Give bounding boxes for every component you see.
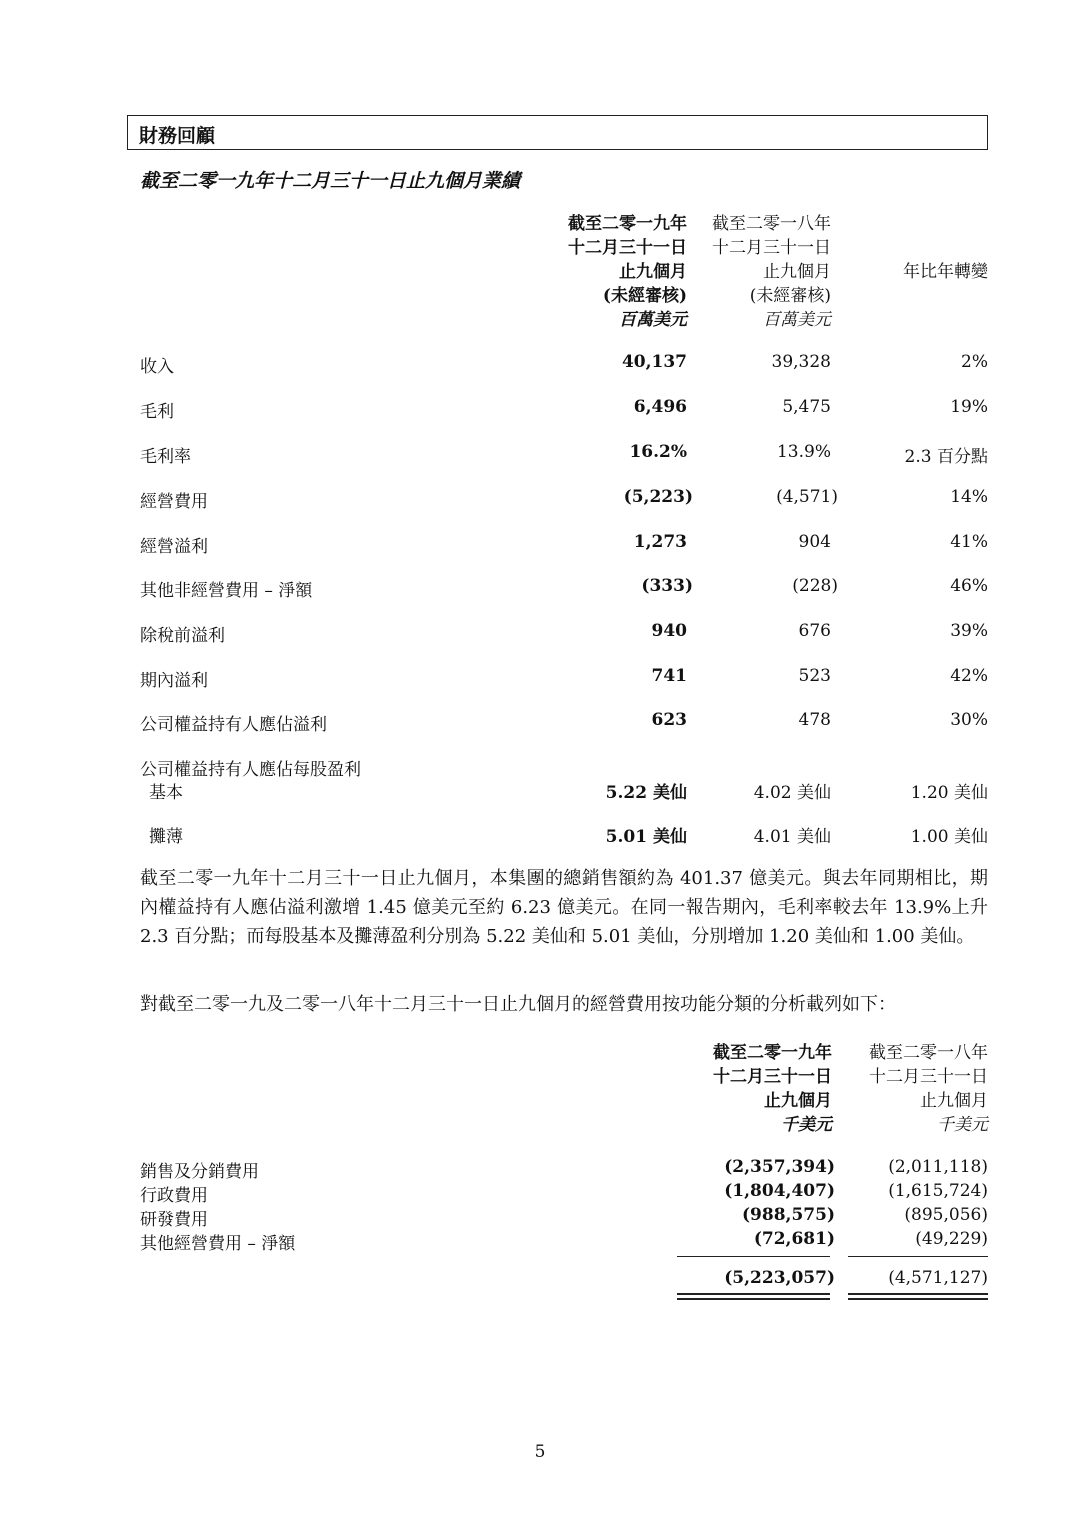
row-value-2019: 16.2% (629, 442, 687, 462)
row-value-2018: 13.9% (776, 442, 831, 462)
row-value-yoy: 1.20 美仙 (910, 783, 988, 803)
t1-h2019-line4: (未經審核) (602, 286, 687, 306)
row-value-2018: (1,615,724) (888, 1181, 988, 1201)
t1-h2018-line2: 十二月三十一日 (712, 238, 831, 258)
subtotal-rule-2019 (677, 1256, 830, 1257)
row-value-2018: (228) (792, 576, 838, 596)
row-value-2019: 940 (651, 621, 687, 641)
row-label: 研發費用 (140, 1210, 208, 1230)
row-value-2019: 40,137 (621, 352, 687, 372)
row-value-2018: 523 (798, 666, 831, 686)
summary-paragraph: 截至二零一九年十二月三十一日止九個月，本集團的總銷售額約為 401.37 億美元。與去年同期相比，期內權益持有人應佔溢利激增 1.45 億美元至約 6.23 億美元。在同一報告期內，毛利率較去年 13.9%上升 2.3 百分點；而每股基本及攤薄盈利分別為 5.22 美仙和 5.01 美仙，分別增加 1.20 美仙和 1.00 美仙。 (140, 868, 988, 947)
t1-h2018-line3: 止九個月 (763, 262, 831, 282)
row-label: 攤薄 (149, 827, 183, 847)
row-value-yoy: 39% (950, 621, 988, 641)
t2-h2019-line3: 止九個月 (764, 1091, 832, 1111)
row-label: 除稅前溢利 (140, 626, 225, 646)
t1-h2018-line5: 百萬美元 (763, 310, 831, 330)
row-value-2018: (2,011,118) (888, 1157, 988, 1177)
t2-h2018-line3: 止九個月 (920, 1091, 988, 1111)
row-label: 毛利 (140, 402, 174, 422)
row-value-2019: (988,575) (742, 1205, 835, 1225)
total-value-2018: (4,571,127) (888, 1268, 988, 1288)
row-label: 基本 (149, 783, 183, 803)
row-value-2018: (895,056) (904, 1205, 988, 1225)
row-value-yoy: 41% (950, 532, 988, 552)
row-label: 經營費用 (140, 492, 208, 512)
row-value-2019: 623 (651, 710, 687, 730)
row-value-yoy: 2% (961, 352, 988, 372)
row-label: 收入 (140, 357, 174, 377)
total-double-rule-2019-a (677, 1293, 830, 1295)
row-label: 其他非經營費用 – 淨額 (140, 581, 313, 601)
t1-header-yoy: 年比年轉變 (903, 262, 988, 282)
subtotal-rule-2018 (848, 1256, 988, 1257)
row-value-2019: (2,357,394) (724, 1157, 835, 1177)
section-title: 財務回顧 (139, 125, 216, 147)
row-label: 公司權益持有人應佔溢利 (140, 715, 327, 735)
row-value-2019: (5,223) (623, 487, 693, 507)
t2-h2019-line1: 截至二零一九年 (713, 1043, 832, 1063)
t1-h2019-line2: 十二月三十一日 (568, 238, 687, 258)
t2-h2018-line1: 截至二零一八年 (869, 1043, 988, 1063)
results-subtitle: 截至二零一九年十二月三十一日止九個月業績 (140, 170, 521, 192)
t1-h2019-line1: 截至二零一九年 (568, 214, 687, 234)
row-label: 銷售及分銷費用 (140, 1162, 259, 1182)
t1-h2019-line5: 百萬美元 (619, 310, 687, 330)
row-value-2018: 4.01 美仙 (753, 827, 831, 847)
t2-h2018-line4: 千美元 (937, 1115, 988, 1135)
t1-h2018-line1: 截至二零一八年 (712, 214, 831, 234)
row-value-2018: 39,328 (771, 352, 831, 372)
row-value-2019: 741 (651, 666, 687, 686)
t1-h2018-line4: (未經審核) (749, 286, 831, 306)
row-value-2019: 5.01 美仙 (605, 827, 687, 847)
row-value-2019: 6,496 (633, 397, 687, 417)
row-value-yoy: 30% (950, 710, 988, 730)
row-value-2018: (4,571) (776, 487, 838, 507)
row-value-2019: (72,681) (753, 1229, 835, 1249)
row-value-yoy: 1.00 美仙 (910, 827, 988, 847)
row-value-2019: (333) (641, 576, 693, 596)
t2-h2019-line2: 十二月三十一日 (713, 1067, 832, 1087)
row-value-yoy: 42% (950, 666, 988, 686)
row-label: 期內溢利 (140, 671, 208, 691)
total-double-rule-2019-b (677, 1298, 830, 1300)
row-label: 行政費用 (140, 1186, 208, 1206)
total-double-rule-2018-b (848, 1298, 988, 1300)
row-value-2018: 4.02 美仙 (753, 783, 831, 803)
row-value-2018: 904 (798, 532, 831, 552)
t2-h2018-line2: 十二月三十一日 (869, 1067, 988, 1087)
total-double-rule-2018-a (848, 1293, 988, 1295)
row-value-yoy: 14% (950, 487, 988, 507)
row-label: 毛利率 (140, 447, 191, 467)
row-value-2018: 478 (798, 710, 831, 730)
row-label: 經營溢利 (140, 537, 208, 557)
row-value-2018: (49,229) (915, 1229, 988, 1249)
row-value-2019: (1,804,407) (724, 1181, 835, 1201)
t2-h2019-line4: 千美元 (781, 1115, 832, 1135)
row-value-yoy: 46% (950, 576, 988, 596)
t1-h2019-line3: 止九個月 (619, 262, 687, 282)
intro-paragraph: 對截至二零一九及二零一八年十二月三十一日止九個月的經營費用按功能分類的分析載列如下： (140, 994, 896, 1015)
total-value-2019: (5,223,057) (724, 1268, 835, 1288)
row-value-2019: 5.22 美仙 (605, 783, 687, 803)
row-value-yoy: 19% (950, 397, 988, 417)
eps-heading: 公司權益持有人應佔每股盈利 (140, 760, 361, 780)
row-value-2019: 1,273 (633, 532, 687, 552)
row-value-2018: 676 (798, 621, 831, 641)
row-label: 其他經營費用 – 淨額 (140, 1234, 296, 1254)
page-number: 5 (534, 1442, 546, 1462)
section-title-box (127, 115, 988, 150)
row-value-yoy: 2.3 百分點 (904, 447, 988, 467)
row-value-2018: 5,475 (782, 397, 831, 417)
